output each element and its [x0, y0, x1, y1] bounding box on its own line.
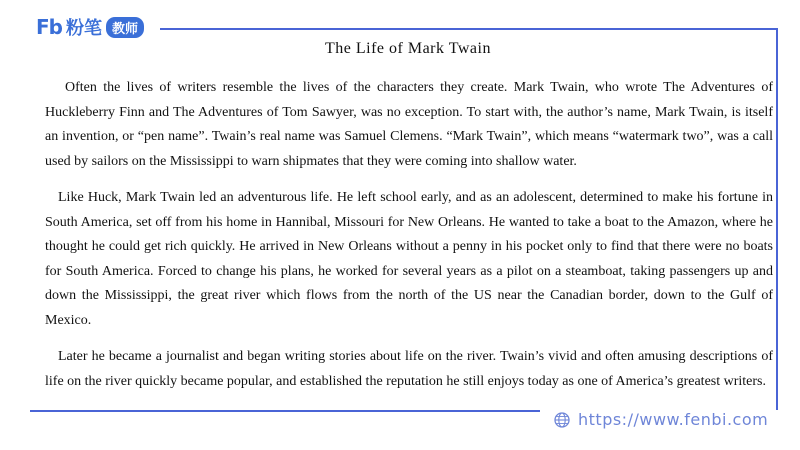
- globe-icon: [554, 412, 570, 428]
- logo-badge: 教师: [106, 17, 144, 38]
- document-body: [45, 76, 773, 406]
- frame-border-bottom: [30, 410, 540, 412]
- paragraph-2: Like Huck, Mark Twain led an adventurous life. He left school early, and as an adolescent, determined to make his fortune in South America, set off from his home in Hannibal, Missouri for New Orleans. He wanted to take a boat to the Amazon, where he thought he could get rich quickly. He arrived in New Orleans without a penny in his pocket only to find that there were no boats for South America. Forced to change his plans, he worked for several years as a pilot on a steamboat, taking passengers up and down the Mississippi, the great river which flows from the north of the US near the Canadian border, down to the Gulf of Mexico.: [45, 190, 773, 328]
- frame-border-top: [160, 28, 778, 30]
- document-title: The Life of Mark Twain: [325, 40, 491, 57]
- logo-text: 粉笔: [65, 18, 102, 39]
- paragraph-1: Often the lives of writers resemble the lives of the characters they create. Mark Twain, who wrote The Adventures of Huckleberry Finn and The Adventures of Tom Sawyer, was no exception. To start with, the author’s name, Mark Twain, is itself an invention, or “pen name”. Twain’s real name was Samuel Clemens. “Mark Twain”, which means “watermark two”, was a call used by sailors on the Mississippi to warn shipmates that they were coming into shallow water.: [45, 80, 773, 169]
- frame-border-right: [776, 28, 778, 410]
- logo-mark: Fb: [36, 15, 62, 39]
- site-watermark: [550, 410, 772, 429]
- watermark-url: https://www.fenbi.com: [578, 410, 769, 429]
- paragraph-3: Later he became a journalist and began writing stories about life on the river. Twain’s vivid and often amusing descriptions of life on the river quickly became popular, and established the reputation he still enjoys today as one of America’s greatest writers.: [45, 349, 773, 389]
- fenbi-logo: [36, 14, 144, 40]
